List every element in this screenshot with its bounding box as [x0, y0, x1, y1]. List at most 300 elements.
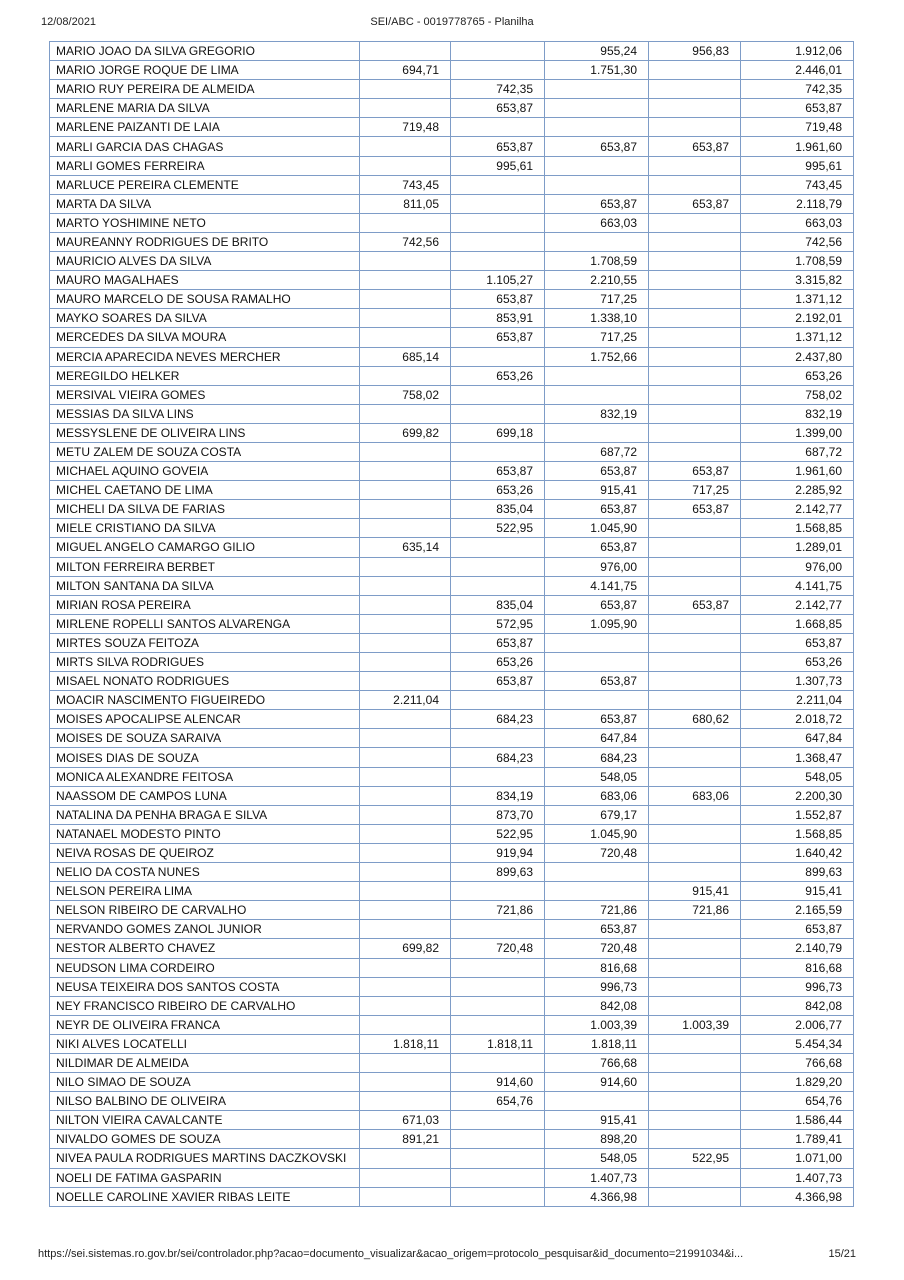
total-cell: 842,08	[741, 996, 854, 1015]
value-cell	[545, 863, 649, 882]
value-cell	[360, 290, 451, 309]
table-row	[50, 290, 854, 309]
name-cell: MIGUEL ANGELO CAMARGO GILIO	[50, 538, 360, 557]
table-row	[50, 366, 854, 385]
total-cell: 2.006,77	[741, 1015, 854, 1034]
value-cell	[360, 882, 451, 901]
value-cell	[360, 672, 451, 691]
value-cell: 647,84	[545, 729, 649, 748]
total-cell: 1.912,06	[741, 42, 854, 61]
name-cell: METU ZALEM DE SOUZA COSTA	[50, 442, 360, 461]
name-cell: MAUREANNY RODRIGUES DE BRITO	[50, 232, 360, 251]
value-cell	[451, 1149, 545, 1168]
table-row	[50, 1073, 854, 1092]
total-cell: 2.285,92	[741, 481, 854, 500]
total-cell: 1.708,59	[741, 252, 854, 271]
name-cell: NERVANDO GOMES ZANOL JUNIOR	[50, 920, 360, 939]
value-cell	[360, 99, 451, 118]
name-cell: NIVEA PAULA RODRIGUES MARTINS DACZKOVSKI	[50, 1149, 360, 1168]
name-cell: NELIO DA COSTA NUNES	[50, 863, 360, 882]
value-cell: 766,68	[545, 1053, 649, 1072]
value-cell	[451, 213, 545, 232]
page-header	[0, 15, 904, 31]
table-row	[50, 786, 854, 805]
value-cell	[360, 156, 451, 175]
value-cell: 898,20	[545, 1130, 649, 1149]
value-cell	[451, 118, 545, 137]
value-cell: 1.105,27	[451, 271, 545, 290]
total-cell: 2.200,30	[741, 786, 854, 805]
table-row	[50, 156, 854, 175]
value-cell	[649, 748, 741, 767]
value-cell: 720,48	[545, 843, 649, 862]
value-cell: 717,25	[545, 290, 649, 309]
value-cell: 4.141,75	[545, 576, 649, 595]
value-cell: 914,60	[545, 1073, 649, 1092]
value-cell	[360, 442, 451, 461]
value-cell	[649, 920, 741, 939]
table-row	[50, 500, 854, 519]
value-cell	[649, 1187, 741, 1206]
value-cell: 956,83	[649, 42, 741, 61]
value-cell	[360, 252, 451, 271]
value-cell: 721,86	[451, 901, 545, 920]
value-cell	[649, 1168, 741, 1187]
total-cell: 2.142,77	[741, 500, 854, 519]
value-cell	[649, 290, 741, 309]
value-cell	[649, 824, 741, 843]
value-cell: 1.045,90	[545, 824, 649, 843]
total-cell: 2.437,80	[741, 347, 854, 366]
value-cell	[649, 633, 741, 652]
table-row	[50, 118, 854, 137]
value-cell	[451, 996, 545, 1015]
total-cell: 758,02	[741, 385, 854, 404]
name-cell: MIRLENE ROPELLI SANTOS ALVARENGA	[50, 614, 360, 633]
value-cell: 720,48	[451, 939, 545, 958]
table-row	[50, 423, 854, 442]
total-cell: 1.307,73	[741, 672, 854, 691]
value-cell	[545, 633, 649, 652]
total-cell: 654,76	[741, 1092, 854, 1111]
name-cell: MARLENE PAIZANTI DE LAIA	[50, 118, 360, 137]
total-cell: 663,03	[741, 213, 854, 232]
value-cell: 742,56	[360, 232, 451, 251]
table-row	[50, 672, 854, 691]
table-row	[50, 939, 854, 958]
name-cell: NESTOR ALBERTO CHAVEZ	[50, 939, 360, 958]
value-cell	[451, 958, 545, 977]
table-row	[50, 1034, 854, 1053]
total-cell: 687,72	[741, 442, 854, 461]
table-row	[50, 633, 854, 652]
table-row	[50, 614, 854, 633]
value-cell: 572,95	[451, 614, 545, 633]
value-cell	[649, 61, 741, 80]
name-cell: MONICA ALEXANDRE FEITOSA	[50, 767, 360, 786]
value-cell: 653,87	[545, 710, 649, 729]
name-cell: MICHEL CAETANO DE LIMA	[50, 481, 360, 500]
value-cell: 915,41	[545, 481, 649, 500]
table-row	[50, 1149, 854, 1168]
total-cell: 995,61	[741, 156, 854, 175]
value-cell	[545, 232, 649, 251]
total-cell: 1.371,12	[741, 328, 854, 347]
value-cell	[451, 194, 545, 213]
value-cell	[649, 1092, 741, 1111]
value-cell	[545, 175, 649, 194]
table-row	[50, 462, 854, 481]
value-cell	[360, 824, 451, 843]
value-cell	[649, 213, 741, 232]
total-cell: 647,84	[741, 729, 854, 748]
total-cell: 743,45	[741, 175, 854, 194]
value-cell: 743,45	[360, 175, 451, 194]
value-cell	[649, 557, 741, 576]
total-cell: 1.399,00	[741, 423, 854, 442]
name-cell: MILTON SANTANA DA SILVA	[50, 576, 360, 595]
total-cell: 2.192,01	[741, 309, 854, 328]
page-footer	[0, 1247, 904, 1263]
total-cell: 5.454,34	[741, 1034, 854, 1053]
table-row	[50, 843, 854, 862]
name-cell: MAYKO SOARES DA SILVA	[50, 309, 360, 328]
value-cell	[649, 309, 741, 328]
value-cell	[451, 347, 545, 366]
table-row	[50, 576, 854, 595]
value-cell	[545, 99, 649, 118]
value-cell	[649, 80, 741, 99]
value-cell	[360, 767, 451, 786]
name-cell: MIRIAN ROSA PEREIRA	[50, 595, 360, 614]
value-cell: 1.095,90	[545, 614, 649, 633]
value-cell: 653,87	[545, 920, 649, 939]
total-cell: 1.640,42	[741, 843, 854, 862]
value-cell	[649, 366, 741, 385]
value-cell	[360, 366, 451, 385]
value-cell	[360, 863, 451, 882]
value-cell	[649, 767, 741, 786]
value-cell: 995,61	[451, 156, 545, 175]
name-cell: MERSIVAL VIEIRA GOMES	[50, 385, 360, 404]
value-cell	[360, 958, 451, 977]
value-cell: 996,73	[545, 977, 649, 996]
value-cell	[649, 977, 741, 996]
total-cell: 832,19	[741, 404, 854, 423]
table-row	[50, 1187, 854, 1206]
value-cell: 653,87	[649, 595, 741, 614]
value-cell	[649, 404, 741, 423]
name-cell: MAURO MAGALHAES	[50, 271, 360, 290]
value-cell	[360, 213, 451, 232]
name-cell: NATALINA DA PENHA BRAGA E SILVA	[50, 805, 360, 824]
value-cell: 721,86	[545, 901, 649, 920]
total-cell: 742,35	[741, 80, 854, 99]
value-cell: 1.751,30	[545, 61, 649, 80]
value-cell: 653,87	[451, 137, 545, 156]
table-row	[50, 137, 854, 156]
value-cell	[649, 118, 741, 137]
value-cell	[360, 653, 451, 672]
value-cell: 653,26	[451, 481, 545, 500]
value-cell: 976,00	[545, 557, 649, 576]
value-cell	[451, 61, 545, 80]
name-cell: MESSIAS DA SILVA LINS	[50, 404, 360, 423]
name-cell: NILDIMAR DE ALMEIDA	[50, 1053, 360, 1072]
value-cell	[649, 538, 741, 557]
value-cell	[451, 576, 545, 595]
value-cell: 1.407,73	[545, 1168, 649, 1187]
footer-url: https://sei.sistemas.ro.gov.br/sei/controlador.php?acao=documento_visualizar&acao_origem=protocolo_pesquisar&id_documento=21991034&i...	[38, 1248, 744, 1260]
value-cell	[649, 175, 741, 194]
value-cell	[451, 404, 545, 423]
name-cell: NOELLE CAROLINE XAVIER RIBAS LEITE	[50, 1187, 360, 1206]
value-cell: 653,26	[451, 366, 545, 385]
table-row	[50, 557, 854, 576]
value-cell	[545, 1092, 649, 1111]
table-row	[50, 691, 854, 710]
value-cell	[649, 996, 741, 1015]
table-row	[50, 1168, 854, 1187]
name-cell: NOELI DE FATIMA GASPARIN	[50, 1168, 360, 1187]
value-cell: 919,94	[451, 843, 545, 862]
value-cell: 653,87	[451, 290, 545, 309]
value-cell: 853,91	[451, 309, 545, 328]
value-cell: 635,14	[360, 538, 451, 557]
value-cell	[360, 271, 451, 290]
value-cell: 653,87	[545, 500, 649, 519]
name-cell: MIRTES SOUZA FEITOZA	[50, 633, 360, 652]
table-row	[50, 61, 854, 80]
total-cell: 2.018,72	[741, 710, 854, 729]
value-cell	[451, 175, 545, 194]
table-row	[50, 213, 854, 232]
table-row	[50, 80, 854, 99]
page-number: 15/21	[828, 1248, 856, 1260]
table-row	[50, 863, 854, 882]
table-row	[50, 404, 854, 423]
value-cell: 1.045,90	[545, 519, 649, 538]
value-cell: 653,87	[545, 462, 649, 481]
name-cell: MAURO MARCELO DE SOUSA RAMALHO	[50, 290, 360, 309]
table-row	[50, 748, 854, 767]
name-cell: MOISES APOCALIPSE ALENCAR	[50, 710, 360, 729]
value-cell: 522,95	[649, 1149, 741, 1168]
value-cell: 717,25	[649, 481, 741, 500]
value-cell	[649, 347, 741, 366]
value-cell: 719,48	[360, 118, 451, 137]
value-cell	[545, 385, 649, 404]
value-cell	[451, 1187, 545, 1206]
value-cell	[360, 462, 451, 481]
value-cell	[360, 786, 451, 805]
value-cell: 684,23	[545, 748, 649, 767]
value-cell: 834,19	[451, 786, 545, 805]
value-cell: 653,87	[451, 633, 545, 652]
table-row	[50, 1092, 854, 1111]
table-row	[50, 271, 854, 290]
value-cell	[360, 80, 451, 99]
name-cell: NEY FRANCISCO RIBEIRO DE CARVALHO	[50, 996, 360, 1015]
value-cell: 4.366,98	[545, 1187, 649, 1206]
total-cell: 1.829,20	[741, 1073, 854, 1092]
value-cell	[360, 481, 451, 500]
table-row	[50, 442, 854, 461]
total-cell: 653,87	[741, 633, 854, 652]
value-cell	[451, 1168, 545, 1187]
total-cell: 915,41	[741, 882, 854, 901]
total-cell: 816,68	[741, 958, 854, 977]
value-cell: 915,41	[649, 882, 741, 901]
value-cell	[360, 748, 451, 767]
total-cell: 766,68	[741, 1053, 854, 1072]
name-cell: NATANAEL MODESTO PINTO	[50, 824, 360, 843]
value-cell: 653,87	[649, 137, 741, 156]
total-cell: 996,73	[741, 977, 854, 996]
table-row	[50, 996, 854, 1015]
total-cell: 1.289,01	[741, 538, 854, 557]
value-cell: 899,63	[451, 863, 545, 882]
total-cell: 1.789,41	[741, 1130, 854, 1149]
value-cell	[360, 309, 451, 328]
value-cell	[451, 729, 545, 748]
table-row	[50, 805, 854, 824]
value-cell: 653,87	[649, 500, 741, 519]
value-cell	[451, 1111, 545, 1130]
value-cell	[649, 805, 741, 824]
value-cell: 915,41	[545, 1111, 649, 1130]
total-cell: 653,26	[741, 366, 854, 385]
value-cell: 835,04	[451, 500, 545, 519]
table-row	[50, 252, 854, 271]
value-cell: 663,03	[545, 213, 649, 232]
value-cell: 694,71	[360, 61, 451, 80]
value-cell	[649, 843, 741, 862]
value-cell: 1.003,39	[649, 1015, 741, 1034]
total-cell: 1.071,00	[741, 1149, 854, 1168]
value-cell	[649, 519, 741, 538]
value-cell: 699,82	[360, 939, 451, 958]
value-cell: 683,06	[649, 786, 741, 805]
name-cell: NAASSOM DE CAMPOS LUNA	[50, 786, 360, 805]
table-row	[50, 309, 854, 328]
value-cell	[360, 328, 451, 347]
table-row	[50, 538, 854, 557]
value-cell: 699,18	[451, 423, 545, 442]
value-cell	[649, 1111, 741, 1130]
table-row	[50, 481, 854, 500]
total-cell: 2.142,77	[741, 595, 854, 614]
name-cell: NELSON RIBEIRO DE CARVALHO	[50, 901, 360, 920]
total-cell: 1.568,85	[741, 519, 854, 538]
value-cell: 873,70	[451, 805, 545, 824]
value-cell: 758,02	[360, 385, 451, 404]
total-cell: 3.315,82	[741, 271, 854, 290]
value-cell	[649, 1130, 741, 1149]
total-cell: 1.371,12	[741, 290, 854, 309]
table-row	[50, 595, 854, 614]
value-cell	[649, 252, 741, 271]
total-cell: 1.961,60	[741, 137, 854, 156]
value-cell: 955,24	[545, 42, 649, 61]
total-cell: 899,63	[741, 863, 854, 882]
value-cell	[451, 1053, 545, 1072]
name-cell: NILTON VIEIRA CAVALCANTE	[50, 1111, 360, 1130]
table-row	[50, 710, 854, 729]
value-cell	[360, 729, 451, 748]
name-cell: MISAEL NONATO RODRIGUES	[50, 672, 360, 691]
name-cell: MESSYSLENE DE OLIVEIRA LINS	[50, 423, 360, 442]
total-cell: 1.368,47	[741, 748, 854, 767]
value-cell	[451, 691, 545, 710]
name-cell: MICHAEL AQUINO GOVEIA	[50, 462, 360, 481]
value-cell: 548,05	[545, 767, 649, 786]
value-cell	[451, 920, 545, 939]
value-cell: 835,04	[451, 595, 545, 614]
value-cell	[451, 767, 545, 786]
total-cell: 653,87	[741, 920, 854, 939]
value-cell	[451, 42, 545, 61]
value-cell	[649, 442, 741, 461]
value-cell	[545, 882, 649, 901]
name-cell: MARLUCE PEREIRA CLEMENTE	[50, 175, 360, 194]
value-cell	[649, 328, 741, 347]
value-cell	[649, 653, 741, 672]
value-cell	[360, 710, 451, 729]
name-cell: MICHELI DA SILVA DE FARIAS	[50, 500, 360, 519]
value-cell	[545, 118, 649, 137]
value-cell: 687,72	[545, 442, 649, 461]
value-cell	[451, 232, 545, 251]
name-cell: MILTON FERREIRA BERBET	[50, 557, 360, 576]
value-cell	[649, 576, 741, 595]
value-cell: 811,05	[360, 194, 451, 213]
table-row	[50, 824, 854, 843]
table-row	[50, 519, 854, 538]
value-cell	[360, 996, 451, 1015]
value-cell	[649, 156, 741, 175]
table-row	[50, 1130, 854, 1149]
value-cell: 653,87	[545, 538, 649, 557]
name-cell: MIELE CRISTIANO DA SILVA	[50, 519, 360, 538]
value-cell	[360, 920, 451, 939]
value-cell	[451, 442, 545, 461]
name-cell: NIVALDO GOMES DE SOUZA	[50, 1130, 360, 1149]
value-cell: 1.752,66	[545, 347, 649, 366]
value-cell: 654,76	[451, 1092, 545, 1111]
name-cell: NILO SIMAO DE SOUZA	[50, 1073, 360, 1092]
header-date: 12/08/2021	[41, 16, 97, 28]
total-cell: 1.668,85	[741, 614, 854, 633]
name-cell: NILSO BALBINO DE OLIVEIRA	[50, 1092, 360, 1111]
table-row	[50, 653, 854, 672]
table-row	[50, 385, 854, 404]
table-row	[50, 99, 854, 118]
value-cell: 653,87	[451, 328, 545, 347]
value-cell	[649, 1053, 741, 1072]
value-cell	[451, 252, 545, 271]
value-cell	[451, 538, 545, 557]
name-cell: MEREGILDO HELKER	[50, 366, 360, 385]
table-row	[50, 920, 854, 939]
value-cell	[649, 1073, 741, 1092]
value-cell: 653,87	[649, 194, 741, 213]
table-row	[50, 767, 854, 786]
value-cell	[649, 729, 741, 748]
value-cell	[360, 519, 451, 538]
value-cell: 653,26	[451, 653, 545, 672]
value-cell	[360, 1015, 451, 1034]
